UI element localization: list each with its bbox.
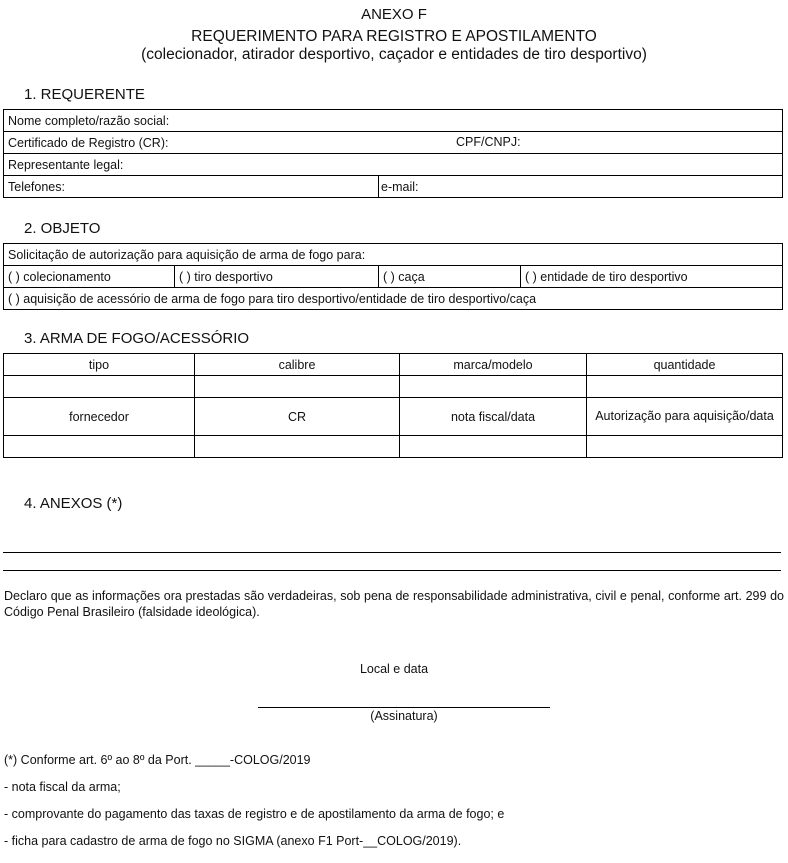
footnote-item-invoice: - nota fiscal da arma;: [4, 780, 121, 794]
name-field[interactable]: [4, 110, 783, 132]
header-quantidade: quantidade: [587, 354, 783, 376]
section-objeto-title: 2. OBJETO: [24, 220, 101, 237]
cpf-label: CPF/CNPJ:: [456, 135, 521, 149]
email-label: e-mail:: [381, 179, 419, 194]
cr-cpf-row[interactable]: [4, 132, 783, 154]
option-collection[interactable]: ( ) colecionamento: [4, 266, 175, 288]
anexos-line-1[interactable]: [3, 552, 781, 553]
cell-fornecedor[interactable]: [4, 436, 195, 458]
cr-label: Certificado de Registro (CR):: [8, 135, 169, 150]
cell-tipo[interactable]: [4, 376, 195, 398]
phone-label: Telefones:: [8, 179, 65, 194]
option-hunting[interactable]: ( ) caça: [379, 266, 521, 288]
signature-label: (Assinatura): [370, 709, 438, 723]
header-tipo: tipo: [4, 354, 195, 376]
header-cr: CR: [195, 398, 400, 436]
section-anexos-title: 4. ANEXOS (*): [24, 495, 123, 512]
header-autorizacao: Autorização para aquisição/data: [587, 398, 783, 436]
signature-line[interactable]: [258, 707, 550, 708]
cell-calibre[interactable]: [195, 376, 400, 398]
option-shooting-entity[interactable]: ( ) entidade de tiro desportivo: [521, 266, 783, 288]
phone-field[interactable]: [4, 176, 379, 198]
header-calibre: calibre: [195, 354, 400, 376]
form-subtitle: (colecionador, atirador desportivo, caçador e entidades de tiro desportivo): [141, 46, 647, 63]
cell-autorizacao[interactable]: [587, 436, 783, 458]
footnote-item-fees: - comprovante do pagamento das taxas de registro e de apostilamento da arma de fogo; e: [4, 807, 505, 821]
name-label: Nome completo/razão social:: [8, 113, 170, 128]
section-arma-title: 3. ARMA DE FOGO/ACESSÓRIO: [24, 330, 250, 347]
request-label: Solicitação de autorização para aquisição de arma de fogo para:: [4, 244, 783, 266]
arms-table: [3, 353, 783, 458]
declaration-text: Declaro que as informações ora prestadas são verdadeiras, sob pena de responsabilidade administrativa, civil e penal, conforme art. 299 do Código Penal Brasileiro (falsidade ideológica).: [4, 589, 784, 619]
cell-quantidade[interactable]: [587, 376, 783, 398]
form-title: REQUERIMENTO PARA REGISTRO E APOSTILAMENTO: [191, 28, 597, 45]
header-nota-fiscal: nota fiscal/data: [400, 398, 587, 436]
footnote-reference: (*) Conforme art. 6º ao 8º da Port. _____-COLOG/2019: [4, 753, 311, 767]
representative-field[interactable]: [4, 154, 783, 176]
option-sport-shooting[interactable]: ( ) tiro desportivo: [175, 266, 379, 288]
place-date-label: Local e data: [359, 662, 429, 676]
header-fornecedor: fornecedor: [4, 398, 195, 436]
objeto-table: [3, 243, 783, 310]
email-field[interactable]: [379, 176, 783, 198]
cell-marca-modelo[interactable]: [400, 376, 587, 398]
header-marca-modelo: marca/modelo: [400, 354, 587, 376]
annex-label: ANEXO F: [361, 6, 427, 23]
option-accessory[interactable]: ( ) aquisição de acessório de arma de fogo para tiro desportivo/entidade de tiro desportivo/caça: [4, 288, 783, 310]
requerente-table: [3, 109, 783, 198]
cell-cr[interactable]: [195, 436, 400, 458]
representative-label: Representante legal:: [8, 157, 124, 172]
footnote-item-sigma: - ficha para cadastro de arma de fogo no SIGMA (anexo F1 Port-__COLOG/2019).: [4, 834, 462, 848]
anexos-line-2[interactable]: [3, 570, 781, 571]
cell-nota-fiscal[interactable]: [400, 436, 587, 458]
section-requerente-title: 1. REQUERENTE: [24, 86, 145, 103]
